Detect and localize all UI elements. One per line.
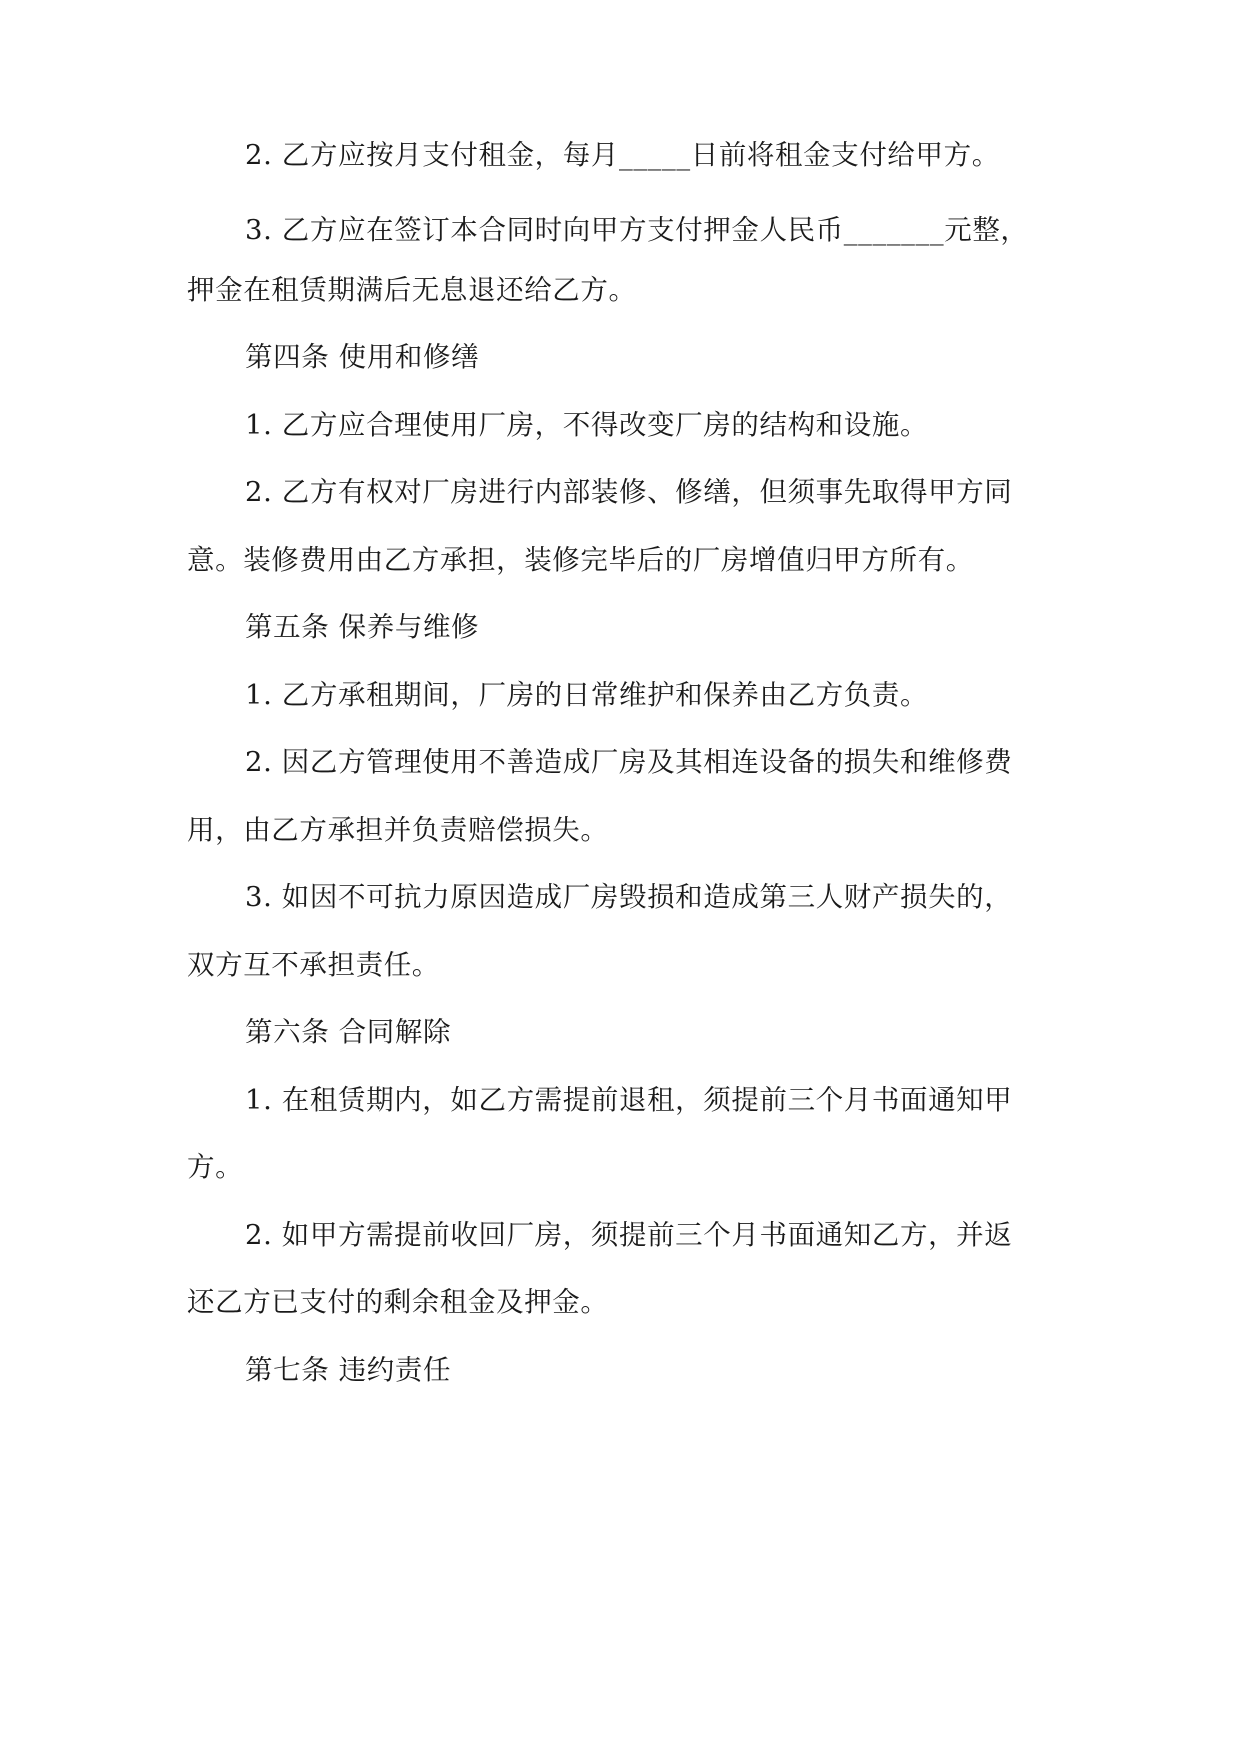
- clause-3-item-2: 2. 乙方应按月支付租金，每月_____日前将租金支付给甲方。: [245, 139, 1000, 171]
- clause-6-item-1: 1. 在租赁期内，如乙方需提前退租，须提前三个月书面通知甲: [245, 1084, 1013, 1116]
- clause-5-heading: 第五条 保养与维修: [245, 611, 480, 643]
- clause-6-item-2-cont: 还乙方已支付的剩余租金及押金。: [187, 1286, 609, 1318]
- clause-5-item-2-cont: 用，由乙方承担并负责赔偿损失。: [187, 814, 609, 846]
- clause-7-heading: 第七条 违约责任: [245, 1354, 452, 1386]
- clause-6-item-1-cont: 方。: [187, 1151, 244, 1183]
- clause-4-item-2: 2. 乙方有权对厂房进行内部装修、修缮，但须事先取得甲方同: [245, 476, 1013, 508]
- clause-3-item-3: 3. 乙方应在签订本合同时向甲方支付押金人民币_______元整，: [245, 214, 1029, 246]
- clause-5-item-3: 3. 如因不可抗力原因造成厂房毁损和造成第三人财产损失的，: [245, 881, 1013, 913]
- clause-6-item-2: 2. 如甲方需提前收回厂房，须提前三个月书面通知乙方，并返: [245, 1219, 1013, 1251]
- clause-5-item-2: 2. 因乙方管理使用不善造成厂房及其相连设备的损失和维修费: [245, 746, 1013, 778]
- clause-3-item-3-cont: 押金在租赁期满后无息退还给乙方。: [187, 274, 637, 306]
- clause-4-heading: 第四条 使用和修缮: [245, 341, 480, 373]
- clause-4-item-2-cont: 意。装修费用由乙方承担，装修完毕后的厂房增值归甲方所有。: [187, 544, 974, 576]
- clause-5-item-3-cont: 双方互不承担责任。: [187, 949, 440, 981]
- clause-6-heading: 第六条 合同解除: [245, 1016, 452, 1048]
- clause-5-item-1: 1. 乙方承租期间，厂房的日常维护和保养由乙方负责。: [245, 679, 929, 711]
- clause-4-item-1: 1. 乙方应合理使用厂房，不得改变厂房的结构和设施。: [245, 409, 929, 441]
